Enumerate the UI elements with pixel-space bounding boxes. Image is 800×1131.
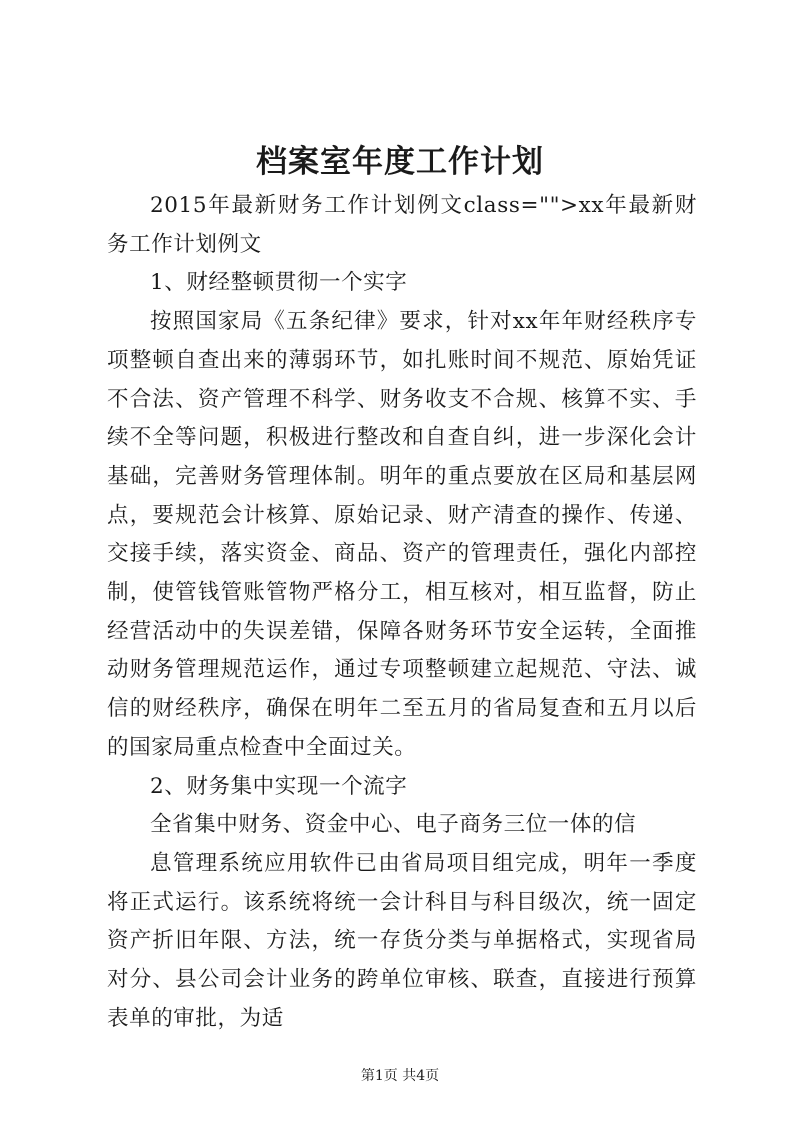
document-body [107, 187, 697, 1038]
document-title: 档案室年度工作计划 [256, 144, 544, 180]
section-heading-2: 2、财务集中实现一个流字 [150, 773, 408, 799]
paragraph-intro: 2015年最新财务工作计划例文class="">xx年最新财务工作计划例文 [107, 193, 697, 257]
section-heading-1: 1、财经整顿贯彻一个实字 [150, 270, 408, 296]
paragraph-section-1: 按照国家局《五条纪律》要求，针对xx年年财经秩序专项整顿自查出来的薄弱环节，如扎账时间不规范、原始凭证不合法、资产管理不科学、财务收支不合规、核算不实、手续不全等问题，积极进行整改和自查自纠，进一步深化会计基础，完善财务管理体制。明年的重点要放在区局和基层网点，要规范会计核算、原始记录、财产清查的操作、传递、交接手续，落实资金、商品、资产的管理责任，强化内部控制，使管钱管账管物严格分工，相互核对，相互监督，防止经营活动中的失误差错，保障各财务环节安全运转，全面推动财务管理规范运作，通过专项整顿建立起规范、守法、诚信的财经秩序，确保在明年二至五月的省局复查和五月以后的国家局重点检查中全面过关。 [107, 309, 697, 760]
paragraph-section-2-line: 全省集中财务、资金中心、电子商务三位一体的信 [150, 812, 637, 838]
paragraph-section-2: 息管理系统应用软件已由省局项目组完成，明年一季度将正式运行。该系统将统一会计科目与科目级次，统一固定资产折旧年限、方法，统一存货分类与单据格式，实现省局对分、县公司会计业务的跨单位审核、联查，直接进行预算表单的审批，为适 [107, 850, 697, 1031]
page-footer: 第1页 共4页 [360, 1068, 440, 1084]
